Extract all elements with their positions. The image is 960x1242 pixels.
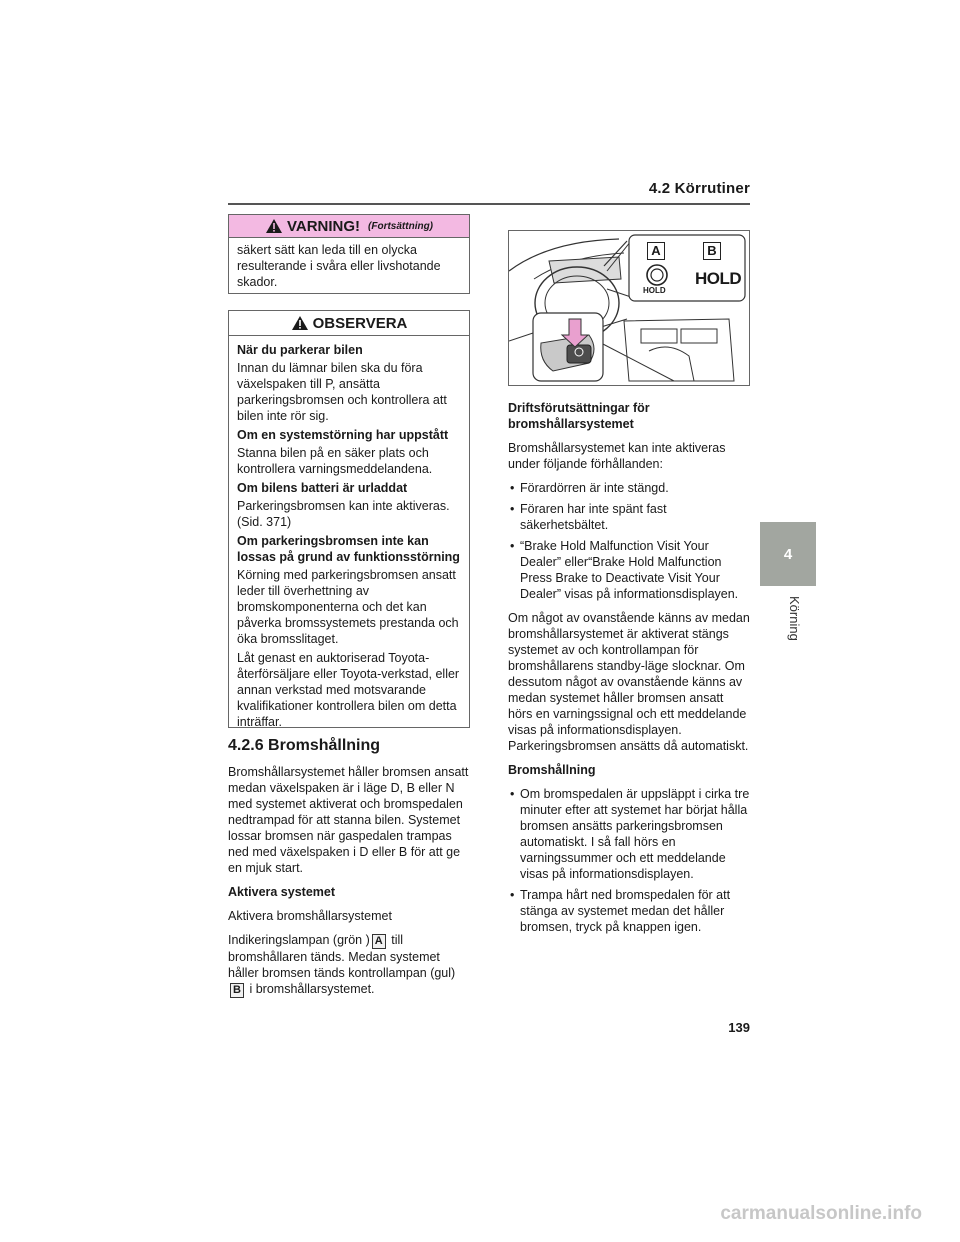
list-item: • Förardörren är inte stängd. (508, 480, 750, 496)
hold-indicator-large-text: HOLD (695, 269, 742, 288)
indicator-text-c: i bromshållarsystemet. (249, 982, 375, 996)
hold-heading: Bromshållning (508, 763, 596, 777)
conditions-note: Om något av ovanstående känns av medan bromshållarsystemet är aktiverat stängs systemet av och kontrollampan för bromshållarens standby-läge slocknar. Om dessutom något av ovanstående känns av medan systemet håller bromsen ansatt hörs en varningssignal och ett meddelande visas på informationsdisplayen. Parkeringsbromsen ansätts då automatiskt. (508, 611, 750, 753)
observera-heading-release: Om parkeringsbromsen inte kan lossas på grund av funktionsstörning (237, 534, 460, 564)
figure-label-b: B (703, 242, 721, 260)
key-a-badge: A (372, 934, 386, 949)
observera-heading-fault: Om en systemstörning har uppstått (237, 428, 449, 442)
section-intro: Bromshållarsystemet håller bromsen ansatt medan växelspaken är i läge D, B eller N med systemet aktiverat och bromspedalen nedtrampad för att stanna bilen. Systemet lossar bromsen när gaspedalen trampas ned med växelspaken i D eller B för att ge en mjuk start. (228, 765, 469, 875)
observera-text-battery: Parkeringsbromsen kan inte aktiveras. (Sid. 371) (237, 499, 450, 529)
warning-triangle-icon (265, 218, 283, 234)
observera-text-fault: Stanna bilen på en säker plats och kontrollera varningsmeddelandena. (237, 446, 433, 476)
observera-heading-parking: När du parkerar bilen (237, 343, 363, 357)
list-item: • Föraren har inte spänt fast säkerhetsbältet. (508, 501, 750, 533)
brake-hold-figure (508, 230, 750, 386)
caution-icon (291, 315, 309, 331)
warning-header (229, 215, 469, 238)
indicator-text-b: till bromshållaren tänds. Medan systemet håller bromsen tänds kontrollampan (gul) (228, 933, 456, 980)
observera-text-release-2: Låt genast en auktoriserad Toyota-återförsäljare eller Toyota-verkstad, eller annan verkstad med motsvarande kvalifikationer kontrollera bilen om detta inträffar. (237, 651, 460, 729)
conditions-heading: Driftsförutsättningar för bromshållarsystemet (508, 401, 650, 431)
indicator-text (228, 932, 470, 998)
conditions-intro: Bromshållarsystemet kan inte aktiveras under följande förhållanden: (508, 441, 726, 471)
key-b-badge: B (230, 983, 244, 998)
page-number: 139 (728, 1020, 750, 1035)
header-rule (228, 203, 750, 205)
warning-box (228, 214, 470, 294)
warning-title: VARNING! (286, 217, 361, 235)
hold-indicator-small-text: HOLD (643, 286, 666, 295)
observera-heading-battery: Om bilens batteri är urladdat (237, 481, 408, 495)
list-item: • “Brake Hold Malfunction Visit Your Dealer” eller“Brake Hold Malfunction Press Brake to Deactivate Visit Your Dealer” visas på informationsdisplayen. (508, 538, 750, 602)
section-bromshallning (228, 738, 470, 1006)
chapter-tab: 4 (760, 522, 816, 586)
section-header: 4.2 Körrutiner (648, 180, 750, 197)
figure-label-a: A (647, 242, 665, 260)
activate-text: Aktivera bromshållarsystemet (228, 909, 392, 923)
right-column (508, 400, 750, 943)
section-title: 4.2.6 Bromshållning (228, 737, 381, 754)
observera-title: OBSERVERA (312, 314, 408, 332)
hold-list (508, 786, 750, 935)
conditions-list (508, 480, 750, 602)
warning-subtitle: (Fortsättning) (368, 220, 434, 232)
list-item: • Trampa hårt ned bromspedalen för att stänga av systemet medan det håller bromsen, tryck på knappen igen. (508, 887, 750, 935)
observera-text-release: Körning med parkeringsbromsen ansatt leder till överhettning av bromskomponenterna och det kan påverka bromssystemets prestanda och öka bromsslitaget. (237, 568, 459, 646)
watermark: carmanualsonline.info (720, 1203, 922, 1224)
observera-header (229, 311, 469, 336)
warning-text: säkert sätt kan leda till en olycka resulterande i svåra eller livshotande skador. (237, 243, 441, 289)
list-item: • Om bromspedalen är uppsläppt i cirka tre minuter efter att systemet har börjat hålla bromsen ansätts parkeringsbromsen automatiskt. I så fall hörs en varningssummer och ett meddelande visas på informationsdisplayen. (508, 786, 750, 882)
indicator-text-a: Indikeringslampan (grön ) (228, 933, 370, 947)
observera-text-parking: Innan du lämnar bilen ska du föra växelspaken till P, ansätta parkeringsbromsen och kontrollera att bilen inte rör sig. (237, 361, 447, 423)
observera-body (229, 336, 469, 737)
chapter-tab-label: Körning (787, 596, 802, 641)
observera-box (228, 310, 470, 728)
activate-heading: Aktivera systemet (228, 885, 336, 899)
